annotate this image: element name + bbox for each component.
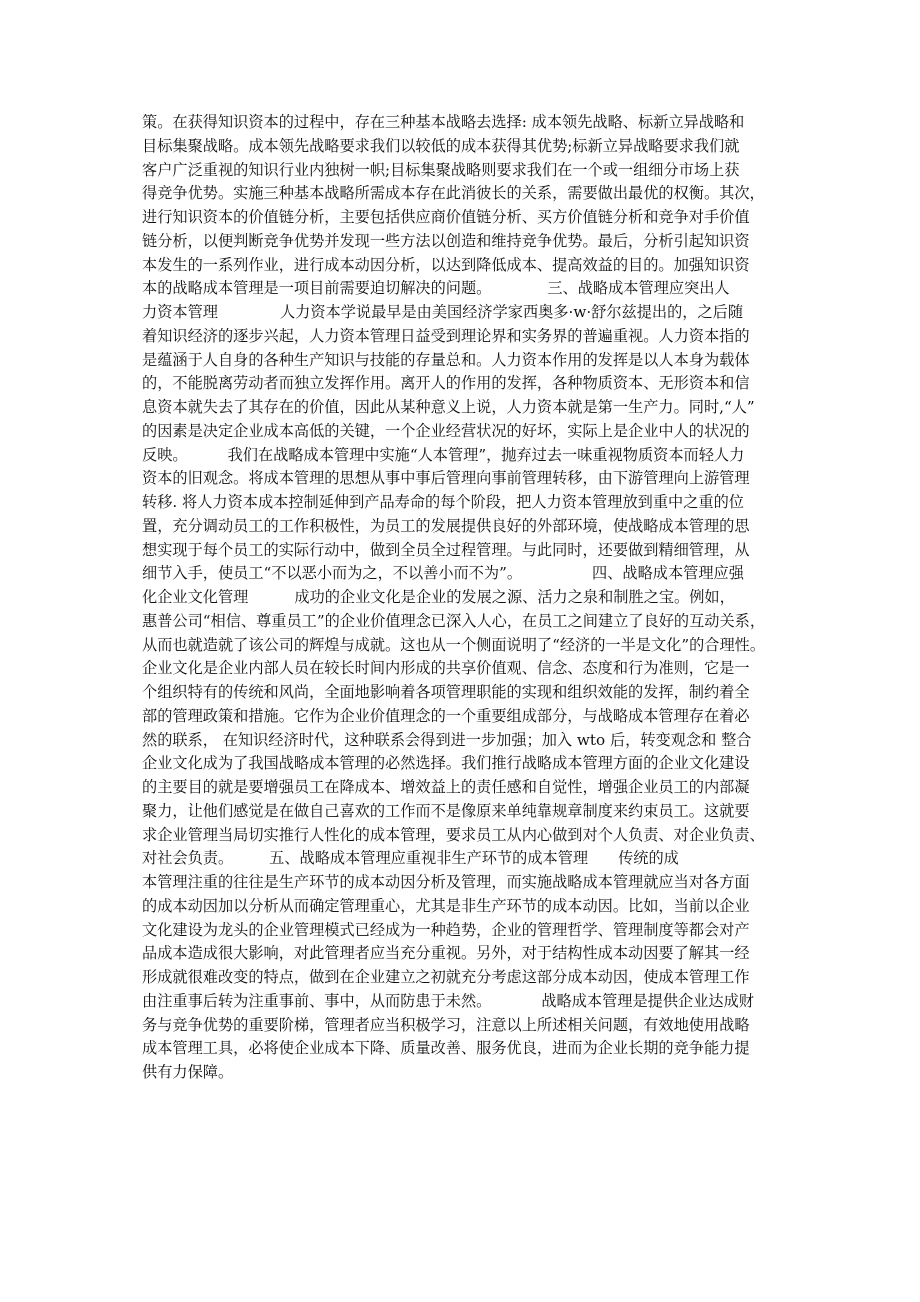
paragraph-start: 成功的企业文化是企业的发展之源、活力之泉和制胜之宝。例如， xyxy=(294,588,735,606)
text-line: 部的管理政策和措施。它作为企业价值理念的一个重要组成部分，与战略成本管理存在着必 xyxy=(142,706,750,725)
text-line: 惠普公司“相信、尊重员工”的企业价值理念已深入人心，在员工之间建立了良好的互动关系， xyxy=(142,611,766,630)
text-line: 务与竞争优势的重要阶梯，管理者应当积极学习，注意以上所述相关问题，有效地使用战略 xyxy=(142,1015,750,1034)
text-line-with-heading xyxy=(142,586,802,610)
text-line: 然的联系， 在知识经济时代，这种联系会得到进一步加强；加入 wto 后，转变观念和 整合 xyxy=(142,730,752,749)
section-heading-3-cont: 力资本管理 xyxy=(142,303,218,321)
text-line: 链分析，以便判断竞争优势并发现一些方法以创造和维持竞争优势。最后，分析引起知识资 xyxy=(142,231,750,250)
text-line: 目标集聚战略。成本领先战略要求我们以较低的成本获得其优势;标新立异战略要求我们就 xyxy=(142,136,740,155)
paragraph-end: 对社会负责。 xyxy=(142,849,234,868)
text-line: 企业文化是企业内部人员在较长时间内形成的共享价值观、信念、态度和行为准则，它是一 xyxy=(142,659,750,678)
text-line: 形成就很难改变的特点，做到在企业建立之初就充分考虑这部分成本动因，使成本管理工作 xyxy=(142,968,750,986)
text-line: 的成本动因加以分析从而确定管理重心，尤其是非生产环节的成本动因。比如，当前以企业 xyxy=(142,896,750,915)
paragraph-end: 本的战略成本管理是一项目前需要迫切解决的问题。 xyxy=(142,279,492,298)
section-heading-4-cont: 化企业文化管理 xyxy=(142,588,249,606)
text-line: 求企业管理当局切实推行人性化的成本管理，要求员工从内心做到对个人负责、对企业负责、 xyxy=(142,825,765,844)
text-line: 从而也就造就了该公司的辉煌与成就。这也从一个侧面说明了“经济的一半是文化”的合理性。 xyxy=(142,635,766,654)
text-line: 进行知识资本的价值链分析，主要包括供应商价值链分析、买方价值链分析和竞争对手价值 xyxy=(142,208,750,226)
text-line-with-heading xyxy=(142,562,802,586)
text-line: 本管理注重的往往是生产环节的成本动因分析及管理，而实施战略成本管理就应当对各方面 xyxy=(142,873,750,891)
text-line: 着知识经济的逐步兴起，人力资本管理日益受到理论界和实务界的普遍重视。人力资本指的 xyxy=(142,326,750,345)
text-line: 转移. 将人力资本成本控制延伸到产品寿命的每个阶段，把人力资本管理放到重中之重的位 xyxy=(142,493,744,511)
section-heading-3: 三、战略成本管理应突出人 xyxy=(547,279,730,298)
text-line: 资本的旧观念。将成本管理的思想从事中事后管理向事前管理转移，由下游管理向上游管理 xyxy=(142,469,750,488)
text-line: 息资本就失去了其存在的价值，因此从某种意义上说，人力资本就是第一生产力。同时,“人” xyxy=(142,398,755,416)
section-heading-5: 五、战略成本管理应重视非生产环节的成本管理 xyxy=(269,849,589,868)
text-line-with-heading xyxy=(142,301,802,325)
text-line: 得竞争优势。实施三种基本战略所需成本存在此消彼长的关系，需要做出最优的权衡。其次， xyxy=(142,184,765,203)
text-line: 企业文化成为了我国战略成本管理的必然选择。我们推行战略成本管理方面的企业文化建设 xyxy=(142,754,750,773)
text-line: 供有力保障。 xyxy=(142,1063,234,1081)
paragraph-end: 反映。 xyxy=(142,445,188,464)
text-line: 客户广泛重视的知识行业内独树一帜;目标集聚战略则要求我们在一个或一组细分市场上获 xyxy=(142,160,740,179)
paragraph-start: 人力资本学说最早是由美国经济学家西奥多·w·舒尔兹提出的，之后随 xyxy=(279,303,744,321)
text-line: 的，不能脱离劳动者而独立发挥作用。离开人的作用的发挥，各种物质资本、无形资本和信 xyxy=(142,374,750,393)
text-line-with-heading xyxy=(142,277,802,301)
text-line: 聚力，让他们感觉是在做自己喜欢的工作而不是像原来单纯靠规章制度来约束员工。这就要 xyxy=(142,801,750,820)
paragraph-end: 细节入手，使员工“不以恶小而为之，不以善小而不为”。 xyxy=(142,564,523,583)
text-line xyxy=(142,990,802,1014)
text-line: 成本管理工具，必将使企业成本下降、质量改善、服务优良，进而为企业长期的竞争能力提 xyxy=(142,1039,750,1058)
paragraph-end: 由注重事后转为注重事前、事中，从而防患于未然。 xyxy=(142,991,492,1010)
text-line: 是蕴涵于人自身的各种生产知识与技能的存量总和。人力资本作用的发挥是以人本身为载体 xyxy=(142,350,750,369)
section-heading-4: 四、战略成本管理应强 xyxy=(592,564,744,583)
text-line: 本发生的一系列作业，进行成本动因分析，以达到降低成本、提高效益的目的。加强知识资 xyxy=(142,255,750,274)
text-line: 品成本造成很大影响，对此管理者应当充分重视。另外，对于结构性成本动因要了解其一经 xyxy=(142,944,750,963)
text-line: 文化建设为龙头的企业管理模式已经成为一种趋势，企业的管理哲学、管理制度等都会对产 xyxy=(142,920,750,939)
text-line: 置，充分调动员工的工作积极性，为员工的发展提供良好的外部环境，使战略成本管理的思 xyxy=(142,516,750,535)
text-line: 的主要目的就是要增强员工在降成本、增效益上的责任感和自觉性，增强企业员工的内部凝 xyxy=(142,778,750,796)
article-body xyxy=(142,111,802,1085)
text-line: 想实现于每个员工的实际行动中，做到全员全过程管理。与此同时，还要做到精细管理，从 xyxy=(142,540,750,559)
text-line xyxy=(142,444,802,468)
text-line: 个组织特有的传统和风尚，全面地影响着各项管理职能的实现和组织效能的发挥，制约着全 xyxy=(142,683,750,701)
text-line: 策。在获得知识资本的过程中，存在三种基本战略去选择: 成本领先战略、标新立异战略和 xyxy=(142,113,745,131)
paragraph-start: 战略成本管理是提供企业达成财 xyxy=(541,991,754,1010)
text-line: 的因素是决定企业成本高低的关键，一个企业经营状况的好坏，实际上是企业中人的状况的 xyxy=(142,421,750,440)
paragraph-start: 我们在战略成本管理中实施“人本管理”，抛弃过去一味重视物质资本而轻人力 xyxy=(227,445,745,464)
text-line-with-heading xyxy=(142,847,802,871)
paragraph-start: 传统的成 xyxy=(618,849,679,868)
